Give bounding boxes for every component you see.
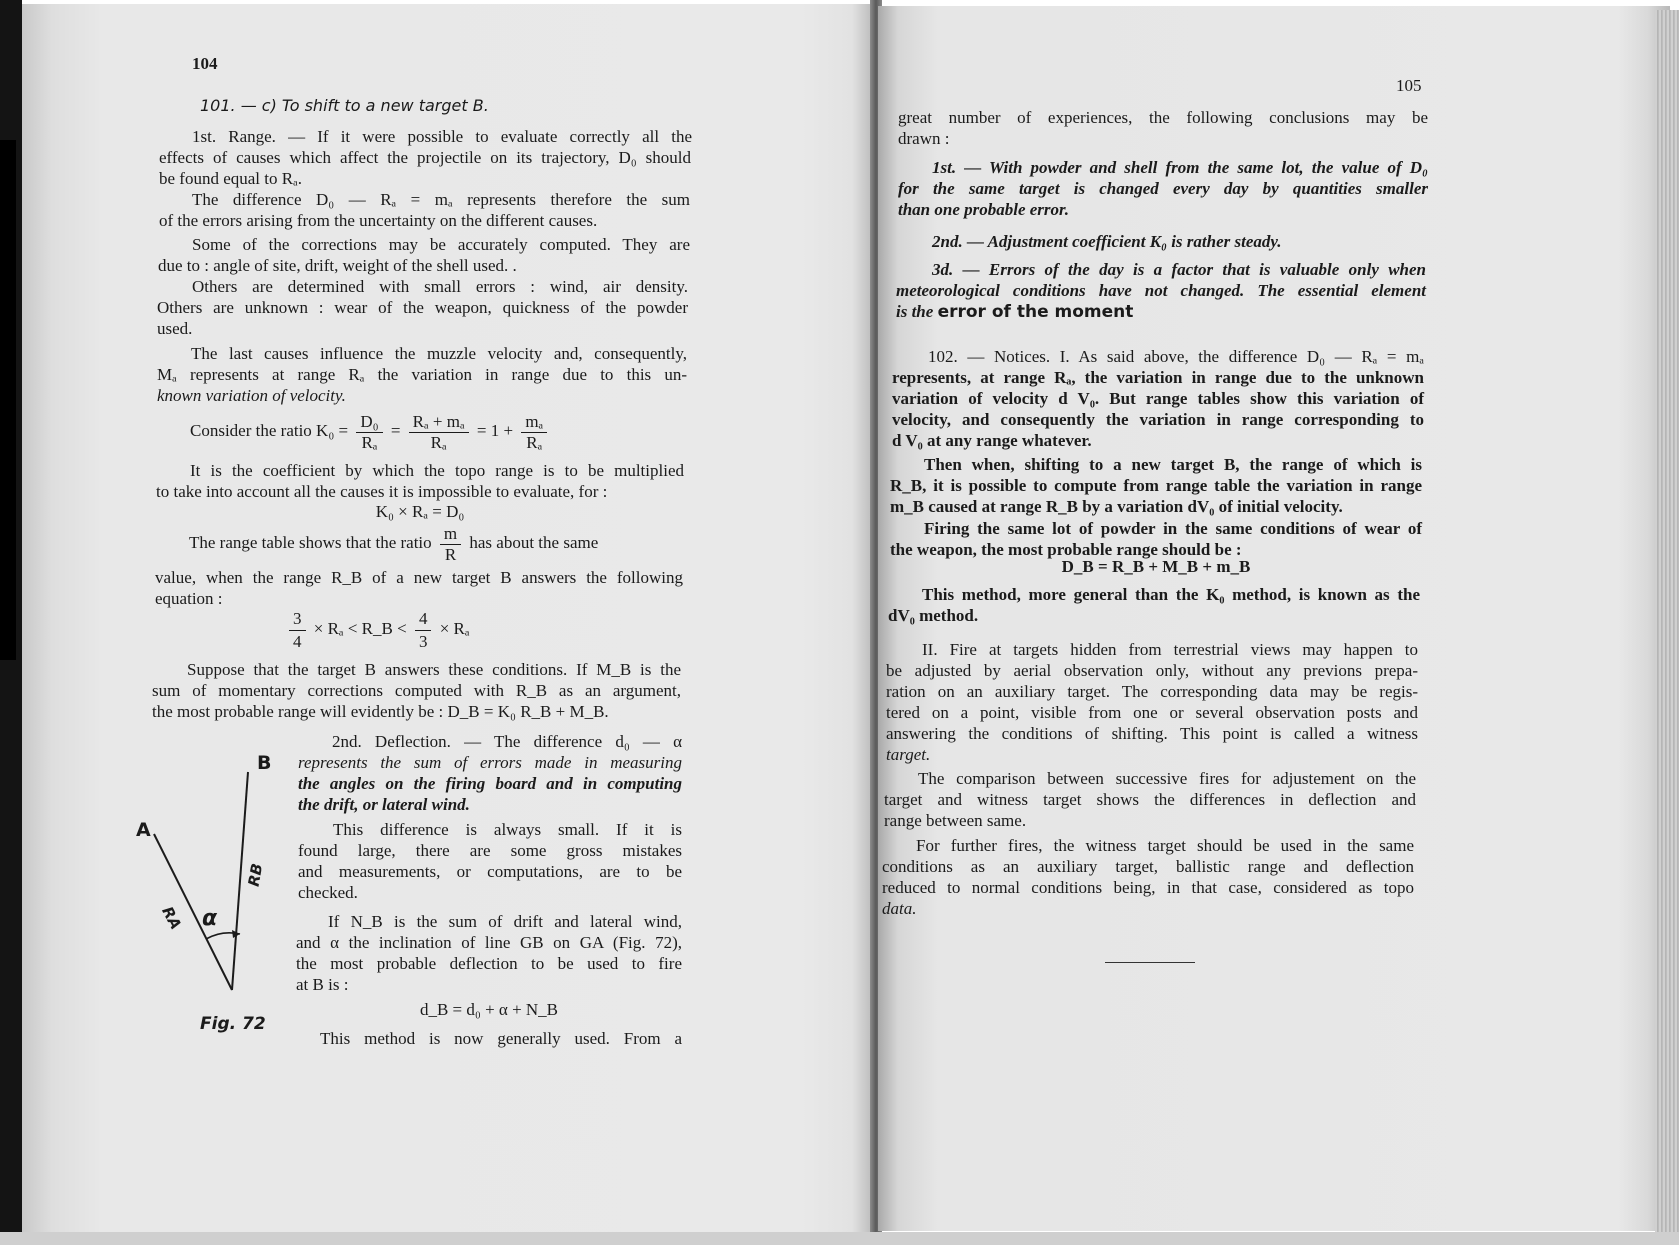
text-line: Others are determined with small errors : wind, air density. xyxy=(192,277,688,296)
left-page xyxy=(22,4,874,1234)
text-line: due to : angle of site, drift, weight of the shell used. . xyxy=(158,256,517,275)
text-line: known variation of velocity. xyxy=(157,386,346,405)
equation-db: D_B = R_B + M_B + m_B xyxy=(1061,557,1251,576)
fraction xyxy=(415,608,432,653)
fraction xyxy=(356,412,382,453)
text-line: great number of experiences, the following conclusions may be xyxy=(898,108,1428,127)
text-line: The comparison between successive fires for adjustement on the xyxy=(918,769,1416,788)
figure-caption: Fig. 72 xyxy=(200,1014,266,1034)
text-line: The last causes influence the muzzle velocity and, consequently, xyxy=(191,344,687,363)
text-line: the drift, or lateral wind. xyxy=(298,795,470,814)
text-line: checked. xyxy=(298,883,358,902)
text-line: data. xyxy=(882,899,917,918)
fraction xyxy=(409,412,469,453)
text-line: and α the inclination of line GB on GA (Fig. 72), xyxy=(296,933,682,952)
numerator: Rₐ + mₐ xyxy=(409,412,469,433)
text-line: be found equal to Rₐ. xyxy=(159,169,302,188)
fraction xyxy=(521,412,547,453)
text-line: This difference is always small. If it is xyxy=(333,820,682,839)
equation-ratio xyxy=(190,408,551,454)
numerator: m xyxy=(440,524,461,545)
text-line: This method is now generally used. From a xyxy=(320,1029,682,1048)
text-line: Suppose that the target B answers these conditions. If M_B is the xyxy=(187,660,681,679)
equation-inequality xyxy=(285,604,470,654)
section-rule xyxy=(1105,962,1195,963)
fig-label-b: B xyxy=(257,752,272,774)
denominator: Rₐ xyxy=(361,432,378,452)
text-line: R_B, it is possible to compute from range table the variation in range xyxy=(890,476,1422,495)
section-heading-101: 101. — c) To shift to a new target B. xyxy=(200,96,489,115)
equation-middle: × Rₐ < R_B < xyxy=(313,619,407,638)
text-line: II. Fire at targets hidden from terrestrial views may happen to xyxy=(922,640,1418,659)
equation-deflection: d_B = d₀ + α + N_B xyxy=(419,1000,559,1019)
text-fragment: is the xyxy=(896,302,934,321)
fraction xyxy=(289,608,306,653)
page-number-right: 105 xyxy=(1396,76,1422,95)
text-line: range between same. xyxy=(884,811,1027,830)
conclusion-2: 2nd. — Adjustment coefficient K₀ is rather steady. xyxy=(932,232,1282,251)
text-line: the most probable deflection to be used to fire xyxy=(296,954,682,973)
conclusion-1: than one probable error. xyxy=(898,200,1069,219)
text-line-ratio xyxy=(189,520,598,566)
text-line: used. xyxy=(157,319,193,338)
text-line: conditions as an auxiliary target, ballistic range and deflection xyxy=(882,857,1414,876)
text-line: target. xyxy=(886,745,931,764)
text-line: Others are unknown : wear of the weapon, quickness of the powder xyxy=(157,298,688,317)
text-line: and measurements, or computations, are to be xyxy=(298,862,682,881)
equation-tail: × Rₐ xyxy=(439,619,470,638)
text-line: reduced to normal conditions being, in that case, considered as topo xyxy=(882,878,1414,897)
text-line: the weapon, the most probable range should be : xyxy=(890,540,1242,559)
fraction xyxy=(440,524,461,565)
conclusion-3: meteorological conditions have not changed. The essential element xyxy=(896,281,1426,300)
text-line: It is the coefficient by which the topo range is to be multiplied xyxy=(190,461,684,480)
fig-72-diagram xyxy=(122,734,302,1004)
text-line: tered on a point, visible from one or several observation posts and xyxy=(886,703,1418,722)
text-line: m_B caused at range R_B by a variation dV₀ of initial velocity. xyxy=(890,497,1343,516)
denominator: Rₐ xyxy=(526,432,543,452)
text-line: answering the conditions of shifting. This point is called a witness xyxy=(886,724,1418,743)
text-line: Mₐ represents at range Rₐ the variation in range due to this un- xyxy=(157,365,687,384)
text-line: 1st. Range. — If it were possible to evaluate correctly all the xyxy=(192,127,692,146)
text-line: value, when the range R_B of a new target B answers the following xyxy=(155,568,683,587)
numerator: D₀ xyxy=(356,412,382,433)
text-fragment: has about the same xyxy=(469,533,599,552)
fig-label-alpha: α xyxy=(202,906,218,931)
scan-bottom-edge xyxy=(0,1232,1679,1245)
denominator: Rₐ xyxy=(430,432,447,452)
text-line: If N_B is the sum of drift and lateral wind, xyxy=(328,912,682,931)
equals-sign: = xyxy=(390,421,401,440)
denominator: R xyxy=(444,544,457,564)
text-line: velocity, and consequently the variation in range corresponding to xyxy=(892,410,1424,429)
text-line: ration on an auxiliary target. The corresponding data may be regis- xyxy=(886,682,1418,701)
fig-label-rb: RB xyxy=(244,862,267,888)
conclusion-1: for the same target is changed every day by quantities smaller xyxy=(898,179,1428,198)
text-line: represents the sum of errors made in measuring xyxy=(298,753,682,772)
text-line: Then when, shifting to a new target B, the range of which is xyxy=(924,455,1422,474)
page-edge-stack xyxy=(1655,10,1679,1235)
conclusion-1: 1st. — With powder and shell from the same lot, the value of D₀ xyxy=(932,158,1428,177)
equation-label: Consider the ratio K₀ = xyxy=(190,421,349,440)
text-line: be adjusted by aerial observation only, without any previons prepa- xyxy=(886,661,1418,680)
fig-label-ra: RA xyxy=(158,903,185,933)
text-line: represents, at range Rₐ, the variation in range due to the unknown xyxy=(892,368,1424,387)
text-line: the angles on the firing board and in computing xyxy=(298,774,682,793)
page-number-left: 104 xyxy=(192,54,218,73)
text-line: effects of causes which affect the projectile on its trajectory, D₀ should xyxy=(159,148,691,167)
text-line: target and witness target shows the differences in deflection and xyxy=(884,790,1416,809)
text-line: of the errors arising from the uncertainty on the different causes. xyxy=(159,211,598,230)
equation-k0: K₀ × Rₐ = D₀ xyxy=(375,502,465,521)
text-line: 102. — Notices. I. As said above, the difference D₀ — Rₐ = mₐ xyxy=(928,347,1424,366)
text-line: to take into account all the causes it is impossible to evaluate, for : xyxy=(156,482,608,501)
fig-label-a: A xyxy=(136,819,151,841)
denominator: 4 xyxy=(293,631,302,651)
bold-phrase: error of the moment xyxy=(937,302,1134,322)
text-line: variation of velocity d V₀. But range tables show this variation of xyxy=(892,389,1424,408)
right-page xyxy=(878,6,1670,1231)
text-line: dV₀ method. xyxy=(888,606,979,625)
scan-dark-edge-inner xyxy=(0,140,16,660)
numerator: 4 xyxy=(415,608,432,631)
text-line: found large, there are some gross mistakes xyxy=(298,841,682,860)
text-fragment: The range table shows that the ratio xyxy=(189,533,432,552)
text-line: Some of the corrections may be accurately computed. They are xyxy=(192,235,690,254)
text-line: the most probable range will evidently be : D_B = K₀ R_B + M_B. xyxy=(152,702,609,721)
text-line: sum of momentary corrections computed with R_B as an argument, xyxy=(152,681,681,700)
text-line: d V₀ at any range whatever. xyxy=(892,431,1092,450)
numerator: mₐ xyxy=(521,412,547,433)
conclusion-3 xyxy=(896,301,1133,323)
conclusion-3: 3d. — Errors of the day is a factor that is valuable only when xyxy=(932,260,1426,279)
text-line: This method, more general than the K₀ method, is known as the xyxy=(922,585,1420,604)
text-line: drawn : xyxy=(898,129,950,148)
text-line: equation : xyxy=(155,589,223,608)
equation-tail: = 1 + xyxy=(476,421,514,440)
numerator: 3 xyxy=(289,608,306,631)
text-line: 2nd. Deflection. — The difference d₀ — α xyxy=(332,732,682,751)
text-line: The difference D₀ — Rₐ = mₐ represents therefore the sum xyxy=(192,190,690,209)
text-line: at B is : xyxy=(296,975,349,994)
denominator: 3 xyxy=(418,631,428,651)
text-line: Firing the same lot of powder in the same conditions of wear of xyxy=(924,519,1422,538)
text-line: For further fires, the witness target should be used in the same xyxy=(916,836,1414,855)
